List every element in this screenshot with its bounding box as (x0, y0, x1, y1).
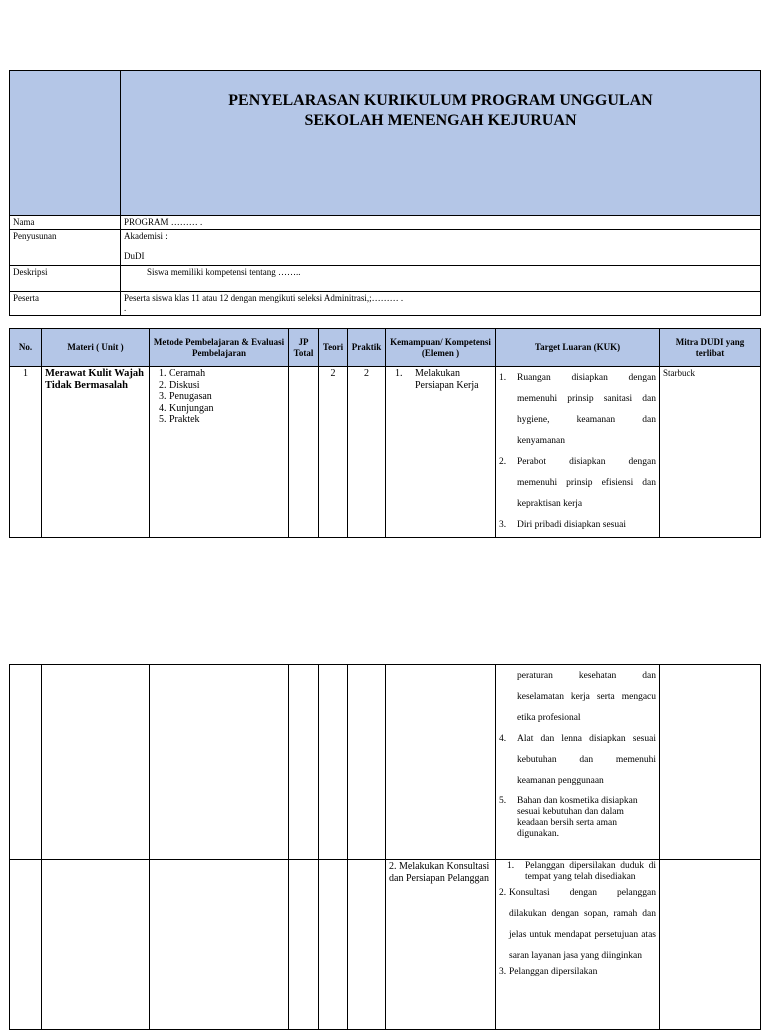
col-header-kemampuan: Kemampuan/ Kompetensi (Elemen ) (386, 329, 496, 367)
field-label-penyusunan: Penyusunan (10, 230, 121, 266)
peserta-text: Peserta siswa klas 11 atau 12 dengan mengikuti seleksi Adminitrasi,;……… . (124, 293, 404, 303)
field-value-nama: PROGRAM ……… . (121, 216, 761, 230)
row2-no (10, 860, 42, 1030)
kuk-text: Pelanggan dipersilakan duduk di tempat yang telah disediakan (525, 861, 656, 882)
curriculum-table (9, 328, 761, 538)
cont-materi (42, 665, 150, 860)
row1-metode (150, 367, 289, 538)
kuk-item (499, 883, 656, 967)
curriculum-table-continued (9, 664, 761, 1030)
kuk-num: 2. (499, 887, 507, 898)
row1-kuk (496, 367, 660, 538)
kuk-item (499, 861, 656, 883)
kuk-num: 3. (499, 966, 507, 977)
kuk-text: Konsultasi dengan pelanggan dilakukan dengan sopan, ramah dan jelas untuk mendapat persetujuan atas saran layanan jasa yang diinginkan (509, 887, 656, 961)
kuk-num: 5. (499, 796, 507, 806)
kuk-num: 2. (499, 457, 507, 467)
field-label-peserta: Peserta (10, 292, 121, 316)
kuk-text: Ruangan disiapkan dengan memenuhi prinsip sanitasi dan hygiene, keamanan dan kenyamanan (517, 373, 656, 446)
kuk-item (499, 515, 656, 536)
col-header-jp: JP Total (289, 329, 319, 367)
row2-materi (42, 860, 150, 1030)
kuk-text: Perabot disiapkan dengan memenuhi prinsip efisiensi dan kepraktisan kerja (517, 457, 656, 509)
document-title (121, 71, 761, 216)
row1-teori: 2 (319, 367, 348, 538)
row1-jp (289, 367, 319, 538)
kuk-item (499, 368, 656, 452)
row2-kuk (496, 860, 660, 1030)
col-header-no: No. (10, 329, 42, 367)
row2-kemampuan: 2. Melakukan Konsultasi dan Persiapan Pelanggan (386, 860, 496, 1030)
header-table (9, 70, 761, 316)
row1-materi: Merawat Kulit Wajah Tidak Bermasalah (42, 367, 150, 538)
kuk-num: 1. (499, 373, 507, 383)
kuk-text: Diri pribadi disiapkan sesuai (517, 520, 626, 530)
row1-no: 1 (10, 367, 42, 538)
kuk-item (499, 967, 656, 978)
row1-kemampuan (386, 367, 496, 538)
kemampuan-text: Melakukan Persiapan Kerja (415, 368, 479, 391)
col-header-praktik: Praktik (348, 329, 386, 367)
metode-item: 4. Kunjungan (169, 403, 285, 415)
col-header-teori: Teori (319, 329, 348, 367)
field-label-deskripsi: Deskripsi (10, 266, 121, 292)
kuk-num: 1. (507, 861, 515, 871)
cont-teori (319, 665, 348, 860)
kuk-item (499, 796, 656, 840)
kuk-text: Alat dan lenna disiapkan sesuai kebutuhan dan memenuhi keamanan penggunaan (517, 734, 656, 786)
kuk-item (499, 452, 656, 515)
cont-no (10, 665, 42, 860)
cont-kuk (496, 665, 660, 860)
metode-item: 1. Ceramah (169, 368, 285, 380)
peserta-extra: . (124, 303, 127, 314)
kemampuan-num: 1. (395, 368, 403, 379)
metode-item: 2. Diskusi (169, 380, 285, 392)
metode-item: 5. Praktek (169, 414, 285, 426)
col-header-metode: Metode Pembelajaran & Evaluasi Pembelajaran (150, 329, 289, 367)
field-value-peserta (121, 292, 761, 316)
col-header-target: Target Luaran (KUK) (496, 329, 660, 367)
col-header-materi: Materi ( Unit ) (42, 329, 150, 367)
kuk-continued-text: peraturan kesehatan dan keselamatan kerja serta mengacu etika profesional (517, 671, 656, 723)
penyusunan-akademisi: Akademisi : (124, 231, 168, 241)
title-line-1: PENYELARASAN KURIKULUM PROGRAM UNGGULAN (228, 91, 653, 109)
row2-praktik (348, 860, 386, 1030)
col-header-mitra: Mitra DUDI yang terlibat (660, 329, 761, 367)
title-line-2: SEKOLAH MENENGAH KEJURUAN (304, 111, 577, 129)
row2-metode (150, 860, 289, 1030)
cont-kemampuan (386, 665, 496, 860)
row2-jp (289, 860, 319, 1030)
row2-teori (319, 860, 348, 1030)
kuk-text: Pelanggan dipersilakan (509, 966, 598, 977)
row1-praktik: 2 (348, 367, 386, 538)
cont-mitra (660, 665, 761, 860)
cont-metode (150, 665, 289, 860)
row1-mitra: Starbuck (660, 367, 761, 538)
row2-mitra (660, 860, 761, 1030)
kuk-num: 4. (499, 734, 507, 744)
kuk-num: 3. (499, 520, 507, 530)
kuk-text: Bahan dan kosmetika disiapkan sesuai kebutuhan dan dalam keadaan bersih serta aman digunakan. (517, 796, 638, 839)
cont-jp (289, 665, 319, 860)
field-label-nama: Nama (10, 216, 121, 230)
cont-praktik (348, 665, 386, 860)
metode-item: 3. Penugasan (169, 391, 285, 403)
field-value-deskripsi: Siswa memiliki kompetensi tentang …….. (121, 266, 761, 292)
penyusunan-dudi: DuDI (124, 251, 145, 262)
field-value-penyusunan (121, 230, 761, 266)
kuk-item (499, 729, 656, 792)
header-blank-cell (10, 71, 121, 216)
